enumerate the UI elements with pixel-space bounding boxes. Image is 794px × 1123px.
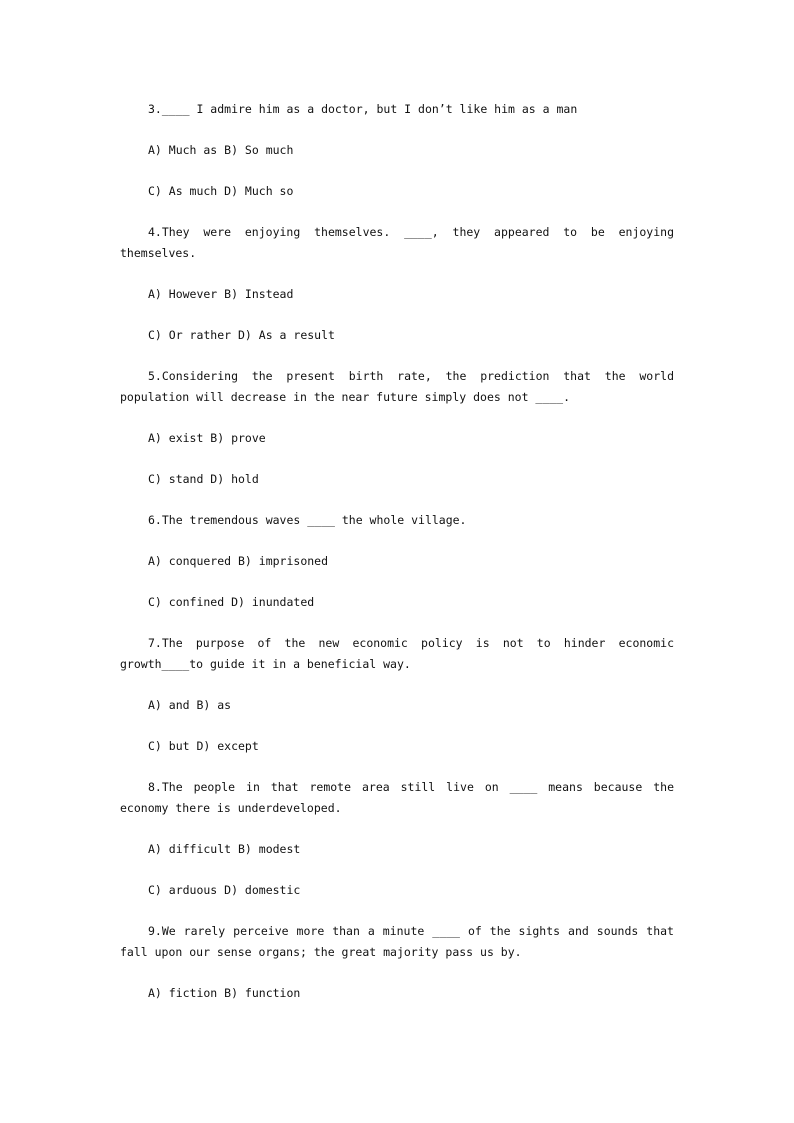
options-line: A) and B) as — [148, 698, 232, 712]
question-9 — [120, 921, 674, 1004]
options-line: A) difficult B) modest — [148, 842, 301, 856]
question-4 — [120, 222, 674, 346]
question-8 — [120, 777, 674, 901]
question-stem: 6.The tremendous waves ____ the whole village. — [148, 513, 467, 527]
question-7 — [120, 633, 674, 757]
question-stem: 5.Considering the present birth rate, the prediction that the world population will decrease in the near future simply does not ____. — [120, 369, 674, 404]
options-line: C) Or rather D) As a result — [148, 328, 335, 342]
question-stem: 7.The purpose of the new economic policy is not to hinder economic growth____to guide it in a beneficial way. — [120, 636, 674, 671]
options-line: C) stand D) hold — [148, 472, 259, 486]
options-line: A) conquered B) imprisoned — [148, 554, 329, 568]
question-stem: 8.The people in that remote area still live on ____ means because the economy there is underdeveloped. — [120, 780, 674, 815]
options-line: A) However B) Instead — [148, 287, 294, 301]
options-line: A) Much as B) So much — [148, 143, 294, 157]
question-5 — [120, 366, 674, 490]
options-line: A) fiction B) function — [148, 986, 301, 1000]
question-stem: 9.We rarely perceive more than a minute ____ of the sights and sounds that fall upon our sense organs; the great majority pass us by. — [120, 924, 674, 959]
options-line: C) arduous D) domestic — [148, 883, 301, 897]
options-line: C) As much D) Much so — [148, 184, 294, 198]
options-line: A) exist B) prove — [148, 431, 266, 445]
question-stem: 3.____ I admire him as a doctor, but I don’t like him as a man — [148, 102, 578, 116]
options-line: C) confined D) inundated — [148, 595, 315, 609]
options-line: C) but D) except — [148, 739, 259, 753]
question-stem: 4.They were enjoying themselves. ____, they appeared to be enjoying themselves. — [120, 225, 674, 260]
question-6 — [120, 510, 674, 613]
question-3 — [120, 99, 674, 202]
document-page — [120, 99, 674, 1024]
